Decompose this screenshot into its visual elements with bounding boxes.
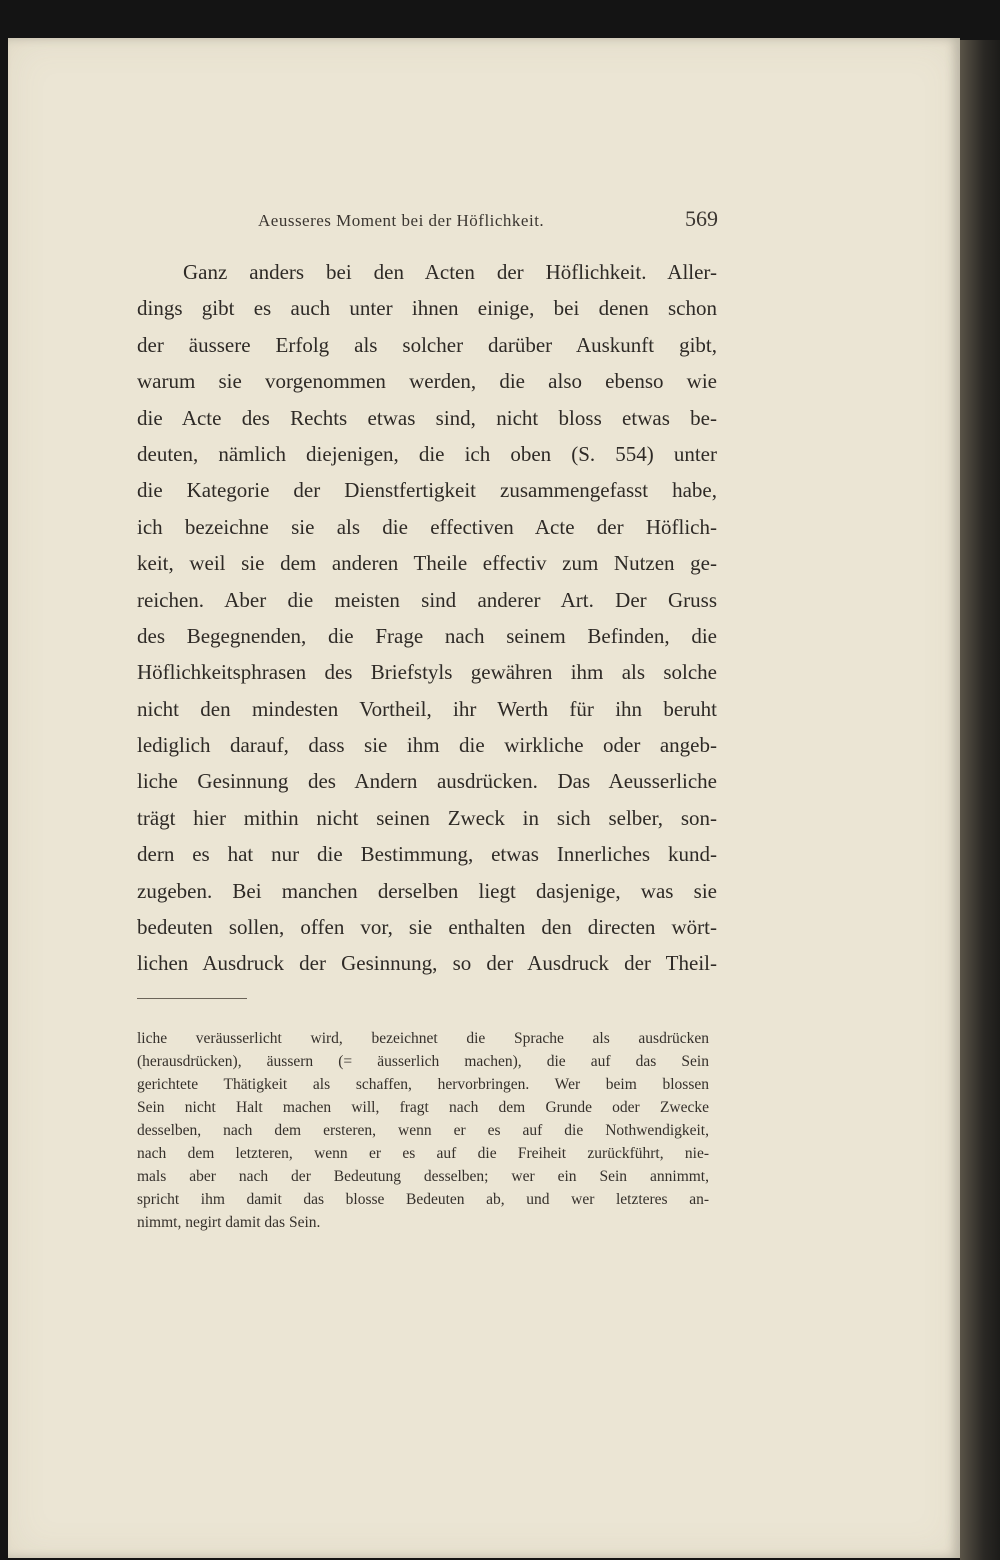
text-line: die Kategorie der Dienstfertigkeit zusammengefasst habe,: [137, 478, 717, 503]
footnote-block: [137, 1027, 709, 1234]
text-line: zugeben. Bei manchen derselben liegt dasjenige, was sie: [137, 878, 717, 903]
text-line: Ganz anders bei den Acten der Höflichkeit. Aller-: [183, 260, 717, 284]
text-line: deuten, nämlich diejenigen, die ich oben (S. 554) unter: [137, 441, 717, 466]
running-title: Aeusseres Moment bei der Höflichkeit.: [258, 211, 545, 230]
text-line: Höflichkeitsphrasen des Briefstyls gewähren ihm als solche: [137, 660, 717, 685]
text-line: nicht den mindesten Vortheil, ihr Werth für ihn beruht: [137, 696, 717, 721]
text-line: trägt hier mithin nicht seinen Zweck in sich selber, son-: [137, 805, 717, 830]
footnote-line: liche veräusserlicht wird, bezeichnet die Sprache als ausdrücken: [137, 1030, 709, 1047]
footnote-line: desselben, nach dem ersteren, wenn er es auf die Nothwendigkeit,: [137, 1122, 709, 1139]
footnote-line: Sein nicht Halt machen will, fragt nach dem Grunde oder Zwecke: [137, 1099, 709, 1116]
footnote-line: nach dem letzteren, wenn er es auf die Freiheit zurückführt, nie-: [137, 1145, 709, 1162]
text-line: des Begegnenden, die Frage nach seinem Befinden, die: [137, 623, 717, 648]
text-line: keit, weil sie dem anderen Theile effectiv zum Nutzen ge-: [137, 551, 717, 576]
footnote-line: mals aber nach der Bedeutung desselben; wer ein Sein annimmt,: [137, 1168, 709, 1185]
main-text: [137, 254, 717, 982]
book-edge: [960, 40, 1000, 1560]
footnote-line: gerichtete Thätigkeit als schaffen, hervorbringen. Wer beim blossen: [137, 1076, 709, 1093]
footnote-rule: [137, 998, 247, 999]
text-line: liche Gesinnung des Andern ausdrücken. Das Aeusserliche: [137, 769, 717, 794]
text-line: warum sie vorgenommen werden, die also ebenso wie: [137, 369, 717, 394]
text-line: bedeuten sollen, offen vor, sie enthalten den directen wört-: [137, 915, 717, 940]
text-line: reichen. Aber die meisten sind anderer Art. Der Gruss: [137, 587, 717, 612]
text-line: ich bezeichne sie als die effectiven Acte der Höflich-: [137, 514, 717, 539]
text-line: die Acte des Rechts etwas sind, nicht bloss etwas be-: [137, 405, 717, 430]
text-line: lichen Ausdruck der Gesinnung, so der Ausdruck der Theil-: [137, 951, 717, 976]
footnote-line: spricht ihm damit das blosse Bedeuten ab, und wer letzteres an-: [137, 1191, 709, 1208]
footnote-line: (herausdrücken), äussern (= äusserlich machen), die auf das Sein: [137, 1053, 709, 1070]
footnote-line: nimmt, negirt damit das Sein.: [137, 1214, 321, 1231]
page-header: [258, 206, 718, 240]
page-number: 569: [685, 206, 718, 231]
text-line: lediglich darauf, dass sie ihm die wirkliche oder angeb-: [137, 733, 717, 758]
text-line: dern es hat nur die Bestimmung, etwas Innerliches kund-: [137, 842, 717, 867]
text-line: dings gibt es auch unter ihnen einige, bei denen schon: [137, 296, 717, 321]
text-line: der äussere Erfolg als solcher darüber Auskunft gibt,: [137, 332, 717, 357]
